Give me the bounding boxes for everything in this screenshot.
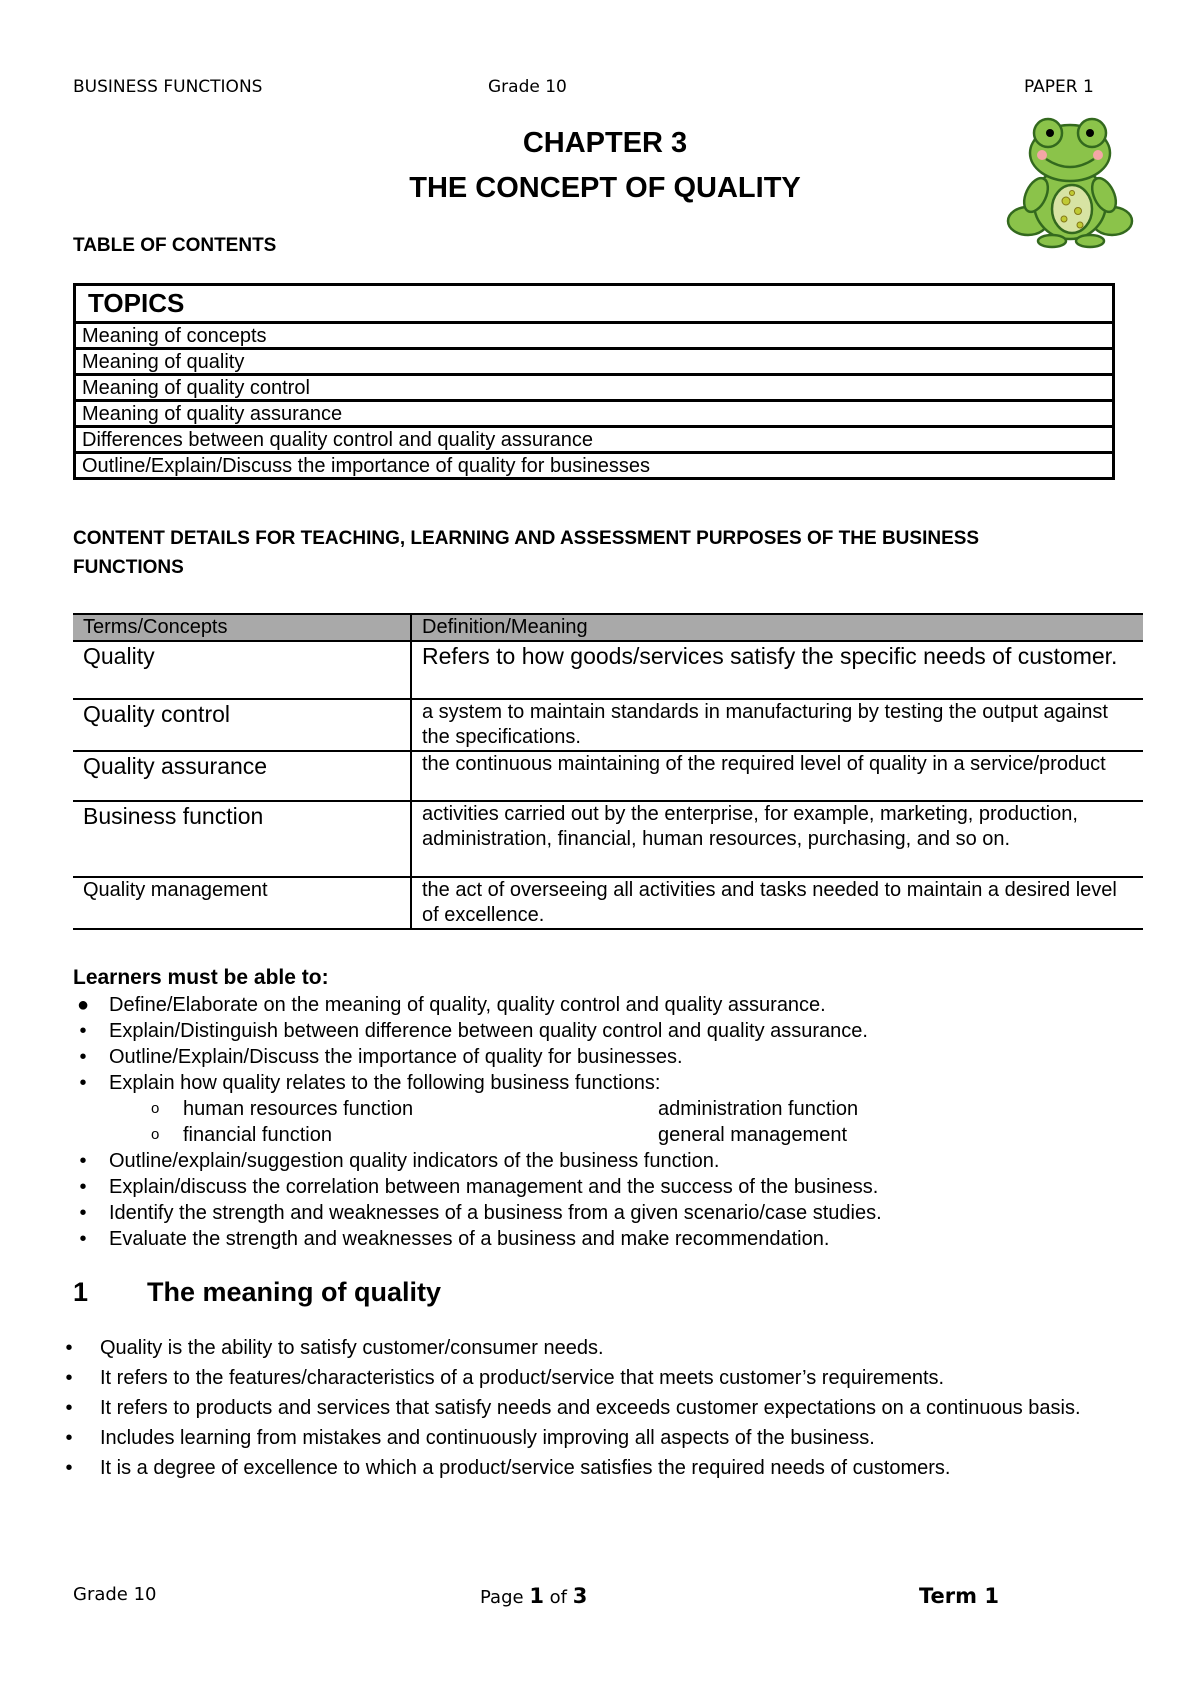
sub-item-right: administration function [658, 1098, 859, 1120]
list-item-text: Evaluate the strength and weaknesses of a business and make recommendation. [109, 1228, 830, 1250]
topics-table [73, 283, 1115, 480]
table-row [73, 641, 1143, 699]
list-item-text: Explain/discuss the correlation between management and the success of the business. [109, 1176, 879, 1198]
learners-heading: Learners must be able to: [73, 966, 329, 989]
table-row [73, 801, 1143, 877]
list-item [73, 1226, 1153, 1252]
sub-item-left: human resources function [183, 1098, 414, 1120]
sub-item-left: financial function [183, 1124, 332, 1146]
definition-cell: activities carried out by the enterprise, for example, marketing, production, administration, financial, human resources, purchasing, and so on. [411, 801, 1143, 877]
sub-list-item [73, 1096, 1153, 1122]
bullet-icon: • [65, 1337, 73, 1359]
list-item-text: Includes learning from mistakes and continuously improving all aspects of the business. [100, 1427, 875, 1449]
list-item [73, 992, 1153, 1018]
definition-cell: a system to maintain standards in manufacturing by testing the output against the specifications. [411, 699, 1143, 751]
header-center: Grade 10 [488, 77, 567, 97]
term-cell: Business function [73, 801, 411, 877]
list-item [73, 1018, 1153, 1044]
list-item-text: Explain how quality relates to the following business functions: [109, 1072, 661, 1094]
list-item-text: Quality is the ability to satisfy customer/consumer needs. [100, 1337, 604, 1359]
topic-item: Meaning of quality control [76, 373, 1112, 399]
list-item [62, 1393, 1142, 1423]
toc-label: TABLE OF CONTENTS [73, 235, 277, 256]
bullet-icon: • [65, 1397, 73, 1419]
term-label: Term 1 [919, 1584, 999, 1608]
bullet-icon: • [79, 1072, 87, 1094]
bullet-icon: • [65, 1367, 73, 1389]
list-item-text: Identify the strength and weaknesses of a business from a given scenario/case studies. [109, 1202, 882, 1224]
term-cell: Quality assurance [73, 751, 411, 801]
bullet-icon: • [79, 1046, 87, 1068]
bullet-icon: • [79, 1228, 87, 1250]
content-details-heading: CONTENT DETAILS FOR TEACHING, LEARNING AND ASSESSMENT PURPOSES OF THE BUSINESS FUNCTIONS [73, 528, 980, 578]
term-cell: Quality control [73, 699, 411, 751]
definition-cell: the continuous maintaining of the required level of quality in a service/product [411, 751, 1143, 801]
list-item [73, 1148, 1153, 1174]
table-row [73, 877, 1143, 929]
terms-table [73, 613, 1143, 930]
list-item [62, 1333, 1142, 1363]
bullet-icon: • [79, 1020, 87, 1042]
sub-list-item [73, 1122, 1153, 1148]
topic-item: Outline/Explain/Discuss the importance of quality for businesses [76, 451, 1112, 477]
footer-page [480, 1584, 587, 1608]
list-item [62, 1453, 1142, 1483]
definition-cell: the act of overseeing all activities and tasks needed to maintain a desired level of excellence. [411, 877, 1143, 929]
learners-list [73, 992, 1153, 1252]
bullet-icon: ● [76, 994, 90, 1016]
footer-right [919, 1584, 999, 1608]
header-right: PAPER 1 [1024, 77, 1094, 97]
circle-bullet-icon: o [151, 1100, 160, 1117]
sub-item-right: general management [658, 1124, 848, 1146]
topic-item: Meaning of quality assurance [76, 399, 1112, 425]
bullet-icon: • [79, 1150, 87, 1172]
header-definition: Definition/Meaning [411, 614, 1143, 641]
section-number: 1 [73, 1277, 89, 1307]
list-item [73, 1200, 1153, 1226]
page-word: Page [480, 1587, 524, 1608]
header-left: BUSINESS FUNCTIONS [73, 77, 263, 97]
list-item [73, 1174, 1153, 1200]
term-cell: Quality management [73, 877, 411, 929]
list-item [62, 1423, 1142, 1453]
topics-heading: TOPICS [88, 288, 185, 318]
term-cell: Quality [73, 641, 411, 699]
header-terms: Terms/Concepts [73, 614, 411, 641]
list-item [73, 1070, 1153, 1096]
footer-left: Grade 10 [73, 1584, 157, 1605]
topic-item: Meaning of concepts [76, 321, 1112, 347]
list-item-text: It refers to products and services that satisfy needs and exceeds customer expectations on a continuous basis. [100, 1397, 1081, 1419]
list-item-text: It is a degree of excellence to which a product/service satisfies the required needs of customers. [100, 1457, 951, 1479]
list-item-text: Outline/explain/suggestion quality indicators of the business function. [109, 1150, 720, 1172]
bullet-icon: • [79, 1176, 87, 1198]
circle-bullet-icon: o [151, 1126, 160, 1143]
list-item-text: Define/Elaborate on the meaning of quality, quality control and quality assurance. [109, 994, 826, 1016]
bullet-icon: • [79, 1202, 87, 1224]
list-item-text: It refers to the features/characteristics of a product/service that meets customer’s requirements. [100, 1367, 945, 1389]
section-title: The meaning of quality [147, 1277, 442, 1307]
topic-item: Meaning of quality [76, 347, 1112, 373]
chapter-subtitle: THE CONCEPT OF QUALITY [409, 172, 801, 204]
page-number: 1 [529, 1584, 544, 1608]
list-item-text: Outline/Explain/Discuss the importance of quality for businesses. [109, 1046, 683, 1068]
list-item-text: Explain/Distinguish between difference between quality control and quality assurance. [109, 1020, 868, 1042]
terms-table-header [73, 614, 1143, 641]
table-row [73, 699, 1143, 751]
meaning-list [62, 1333, 1142, 1483]
frog-illustration [1006, 113, 1134, 249]
of-word: of [549, 1587, 568, 1608]
list-item [62, 1363, 1142, 1393]
table-row [73, 751, 1143, 801]
definition-cell: Refers to how goods/services satisfy the specific needs of customer. [411, 641, 1143, 699]
list-item [73, 1044, 1153, 1070]
bullet-icon: • [65, 1457, 73, 1479]
topic-item: Differences between quality control and quality assurance [76, 425, 1112, 451]
chapter-title: CHAPTER 3 [522, 127, 688, 159]
bullet-icon: • [65, 1427, 73, 1449]
page-total: 3 [572, 1584, 588, 1608]
